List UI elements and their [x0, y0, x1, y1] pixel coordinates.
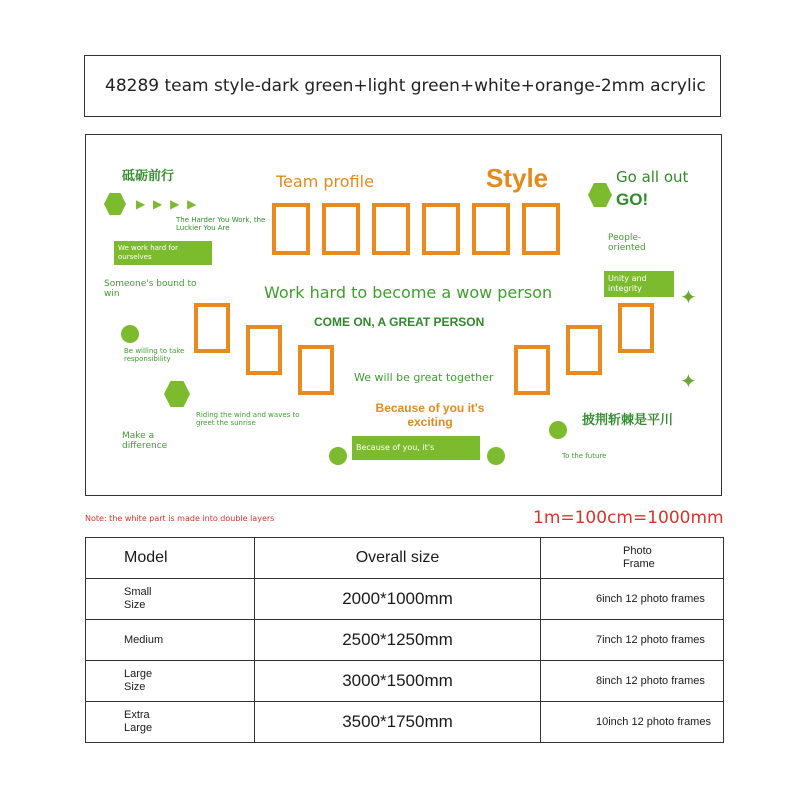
row-size: 2000*1000mm — [255, 579, 541, 620]
green-dot — [549, 421, 567, 439]
header-frame-label: Photo Frame — [623, 545, 655, 570]
hexagon-icon — [588, 183, 612, 207]
bound-to-win-text: Someone's bound to win — [104, 279, 197, 299]
photo-frame — [194, 303, 230, 353]
style-heading: Style — [486, 163, 549, 193]
table-row — [86, 702, 724, 743]
photo-frame — [422, 203, 460, 255]
cn-slogan-right: 披荆斩棘是平川 — [582, 413, 674, 428]
willing-text: Be willing to take responsibility — [124, 347, 185, 363]
photo-frame — [514, 345, 550, 395]
photo-frame — [272, 203, 310, 255]
photo-frame — [322, 203, 360, 255]
team-profile-heading: Team profile — [276, 172, 374, 191]
design-preview — [85, 134, 722, 496]
riding-text: Riding the wind and waves to greet the sunrise — [196, 411, 300, 427]
work-hard-box: We work hard for ourselves — [114, 241, 212, 265]
make-difference-text: Make a difference — [122, 431, 168, 451]
size-table — [85, 537, 724, 743]
photo-frame — [246, 325, 282, 375]
hexagon-icon — [164, 381, 190, 407]
photo-frame — [566, 325, 602, 375]
row-size: 3500*1750mm — [255, 702, 541, 743]
row-model-label: Medium — [124, 633, 164, 646]
header-size: Overall size — [255, 538, 541, 579]
photo-frame — [472, 203, 510, 255]
unity-box: Unity and integrity — [604, 271, 674, 297]
row-model — [86, 579, 255, 620]
product-title: 48289 team style-dark green+light green+white+orange-2mm acrylic — [105, 76, 706, 96]
row-model-label: Small Size — [124, 586, 152, 611]
sparkle-icon: ✦ — [680, 285, 697, 309]
title-box — [84, 55, 721, 117]
photo-frame — [522, 203, 560, 255]
photo-frame — [372, 203, 410, 255]
photo-frame — [618, 303, 654, 353]
row-frame: 6inch 12 photo frames — [541, 579, 724, 620]
go-all-out-text: Go all out — [616, 168, 689, 186]
row-model — [86, 620, 255, 661]
table-header-row — [86, 538, 724, 579]
row-frame: 10inch 12 photo frames — [541, 702, 724, 743]
wow-slogan: Work hard to become a wow person — [264, 283, 553, 302]
sparkle-icon: ✦ — [680, 369, 697, 393]
header-frame — [541, 538, 724, 579]
row-size: 2500*1250mm — [255, 620, 541, 661]
to-future-text: To the future — [562, 452, 607, 460]
row-model — [86, 661, 255, 702]
table-row — [86, 620, 724, 661]
green-dot — [487, 447, 505, 465]
because-exciting-text: Because of you it's exciting — [375, 401, 485, 429]
harder-text: The Harder You Work, the Luckier You Are — [176, 216, 266, 232]
hexagon-icon — [104, 193, 126, 215]
scale-note: 1m=100cm=1000mm — [533, 508, 724, 528]
photo-frame — [298, 345, 334, 395]
great-together-text: We will be great together — [354, 371, 494, 384]
people-oriented-text: People-oriented — [608, 233, 646, 253]
row-frame: 8inch 12 photo frames — [541, 661, 724, 702]
row-frame: 7inch 12 photo frames — [541, 620, 724, 661]
come-on-slogan: COME ON, A GREAT PERSON — [314, 315, 485, 329]
cn-slogan-top-left: 砥砺前行 — [122, 169, 175, 184]
row-size: 3000*1500mm — [255, 661, 541, 702]
green-dot — [121, 325, 139, 343]
row-model — [86, 702, 255, 743]
row-model-label: Large Size — [124, 668, 153, 693]
go-text: GO! — [616, 190, 649, 209]
because-wonderful-box: Because of you, it's wonderful — [352, 436, 480, 460]
arrows-icon: ▶ ▶ ▶ ▶ — [136, 197, 199, 211]
table-row — [86, 579, 724, 620]
table-row — [86, 661, 724, 702]
header-model: Model — [86, 538, 255, 579]
layer-note: Note: the white part is made into double layers — [85, 514, 275, 523]
green-dot — [329, 447, 347, 465]
row-model-label: Extra Large — [124, 709, 153, 734]
